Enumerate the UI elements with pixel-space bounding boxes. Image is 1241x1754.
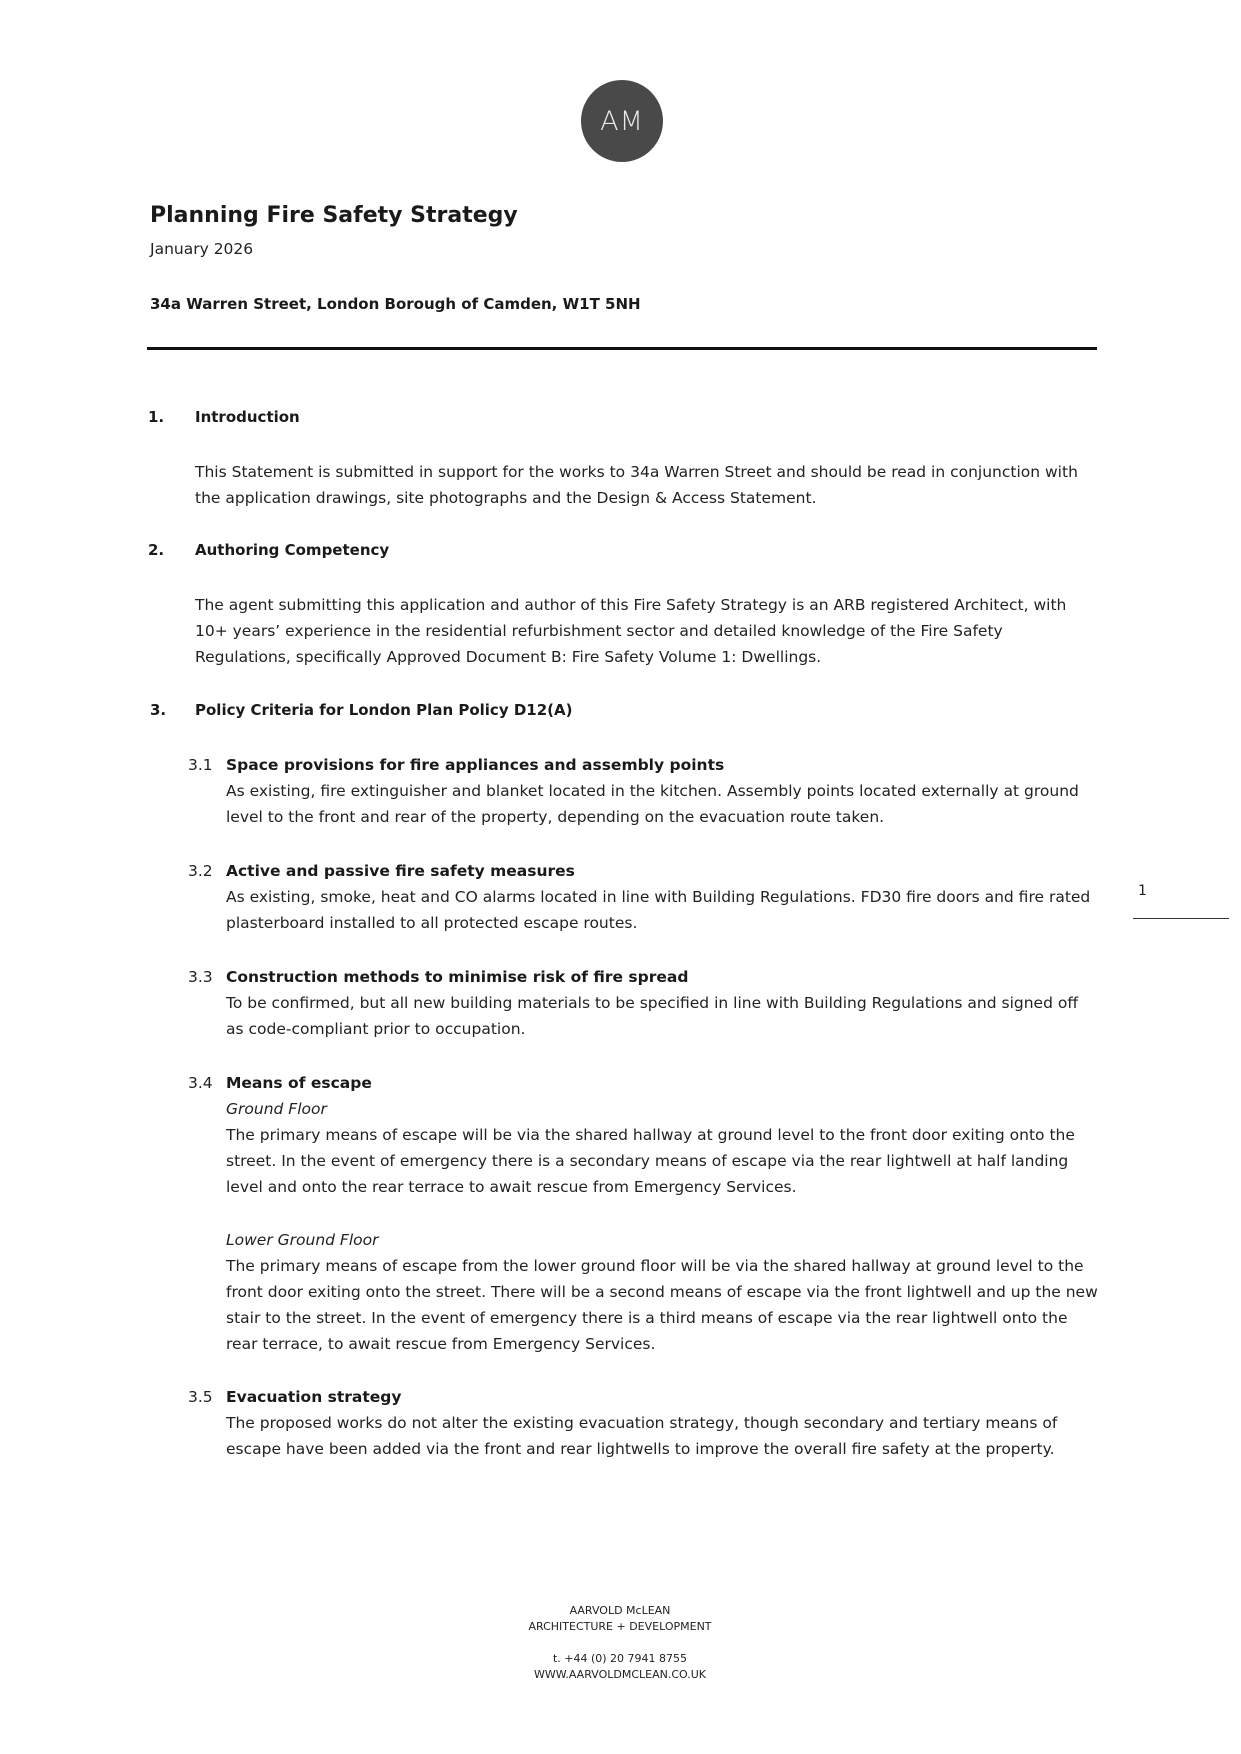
subsection-body-construction-methods: To be confirmed, but all new building materials to be specified in line with Building Regulations and signed off as code-compliant prior to occupation.	[226, 994, 1079, 1038]
section-body-authoring-competency: The agent submitting this application and author of this Fire Safety Strategy is an ARB registered Architect, with 10+ years’ experience in the residential refurbishment sector and detailed knowledge of the Fire Safety Regulations, specifically Approved Document B: Fire Safety Volume 1: Dwellings.	[195, 596, 1067, 666]
document-date: January 2026	[150, 240, 254, 258]
subsection-heading-construction-methods: Construction methods to minimise risk of fire spread	[226, 968, 689, 986]
means-of-escape-lower-ground-floor: The primary means of escape from the lower ground floor will be via the shared hallway at ground level to the front door exiting onto the street. There will be a second means of escape via the front lightwell and up the new stair to the street. In the event of emergency there is a third means of escape via the rear lightwell onto the rear terrace, to await rescue from Emergency Services.	[226, 1257, 1098, 1353]
section-number: 3.	[150, 701, 167, 719]
floor-label-lower-ground: Lower Ground Floor	[226, 1231, 379, 1249]
subsection-heading-fire-safety-measures: Active and passive fire safety measures	[226, 862, 575, 880]
page-number-rule	[1133, 918, 1229, 919]
subsection-body-space-provisions: As existing, fire extinguisher and blanket located in the kitchen. Assembly points located externally at ground level to the front and rear of the property, depending on the evacuation route taken.	[226, 782, 1079, 826]
subsection-number: 3.4	[188, 1074, 213, 1092]
subsection-body-evacuation-strategy: The proposed works do not alter the existing evacuation strategy, though secondary and tertiary means of escape have been added via the front and rear lightwells to improve the overall fire safety at the property.	[226, 1414, 1058, 1458]
document-title: Planning Fire Safety Strategy	[150, 203, 518, 228]
subsection-number: 3.1	[188, 756, 213, 774]
subsection-number: 3.3	[188, 968, 213, 986]
means-of-escape-ground-floor: The primary means of escape will be via the shared hallway at ground level to the front door exiting onto the street. In the event of emergency there is a secondary means of escape via the rear lightwell at half landing level and onto the rear terrace to await rescue from Emergency Services.	[226, 1126, 1075, 1196]
section-heading-policy-criteria: Policy Criteria for London Plan Policy D12(A)	[195, 701, 573, 719]
subsection-body-fire-safety-measures: As existing, smoke, heat and CO alarms located in line with Building Regulations. FD30 fire doors and fire rated plasterboard installed to all protected escape routes.	[226, 888, 1091, 932]
header-divider	[147, 347, 1097, 350]
subsection-heading-means-of-escape: Means of escape	[226, 1074, 372, 1092]
footer-spacer	[470, 1635, 770, 1651]
site-address: 34a Warren Street, London Borough of Camden, W1T 5NH	[150, 295, 641, 313]
footer-company: AARVOLD McLEAN	[569, 1604, 671, 1617]
section-number: 1.	[148, 408, 165, 426]
floor-label-ground: Ground Floor	[226, 1100, 327, 1118]
footer	[470, 1603, 770, 1683]
section-heading-introduction: Introduction	[195, 408, 300, 426]
footer-phone: t. +44 (0) 20 7941 8755	[552, 1652, 688, 1665]
page-number: 1	[1138, 883, 1147, 899]
subsection-heading-space-provisions: Space provisions for fire appliances and assembly points	[226, 756, 725, 774]
section-body-introduction: This Statement is submitted in support for the works to 34a Warren Street and should be read in conjunction with the application drawings, site photographs and the Design & Access Statement.	[195, 463, 1078, 507]
footer-website: WWW.AARVOLDMCLEAN.CO.UK	[533, 1668, 706, 1681]
subsection-heading-evacuation-strategy: Evacuation strategy	[226, 1388, 402, 1406]
subsection-number: 3.2	[188, 862, 213, 880]
section-heading-authoring-competency: Authoring Competency	[195, 541, 390, 559]
footer-tagline: ARCHITECTURE + DEVELOPMENT	[528, 1620, 712, 1633]
subsection-number: 3.5	[188, 1388, 213, 1406]
section-number: 2.	[148, 541, 165, 559]
company-logo: AM	[581, 80, 663, 162]
